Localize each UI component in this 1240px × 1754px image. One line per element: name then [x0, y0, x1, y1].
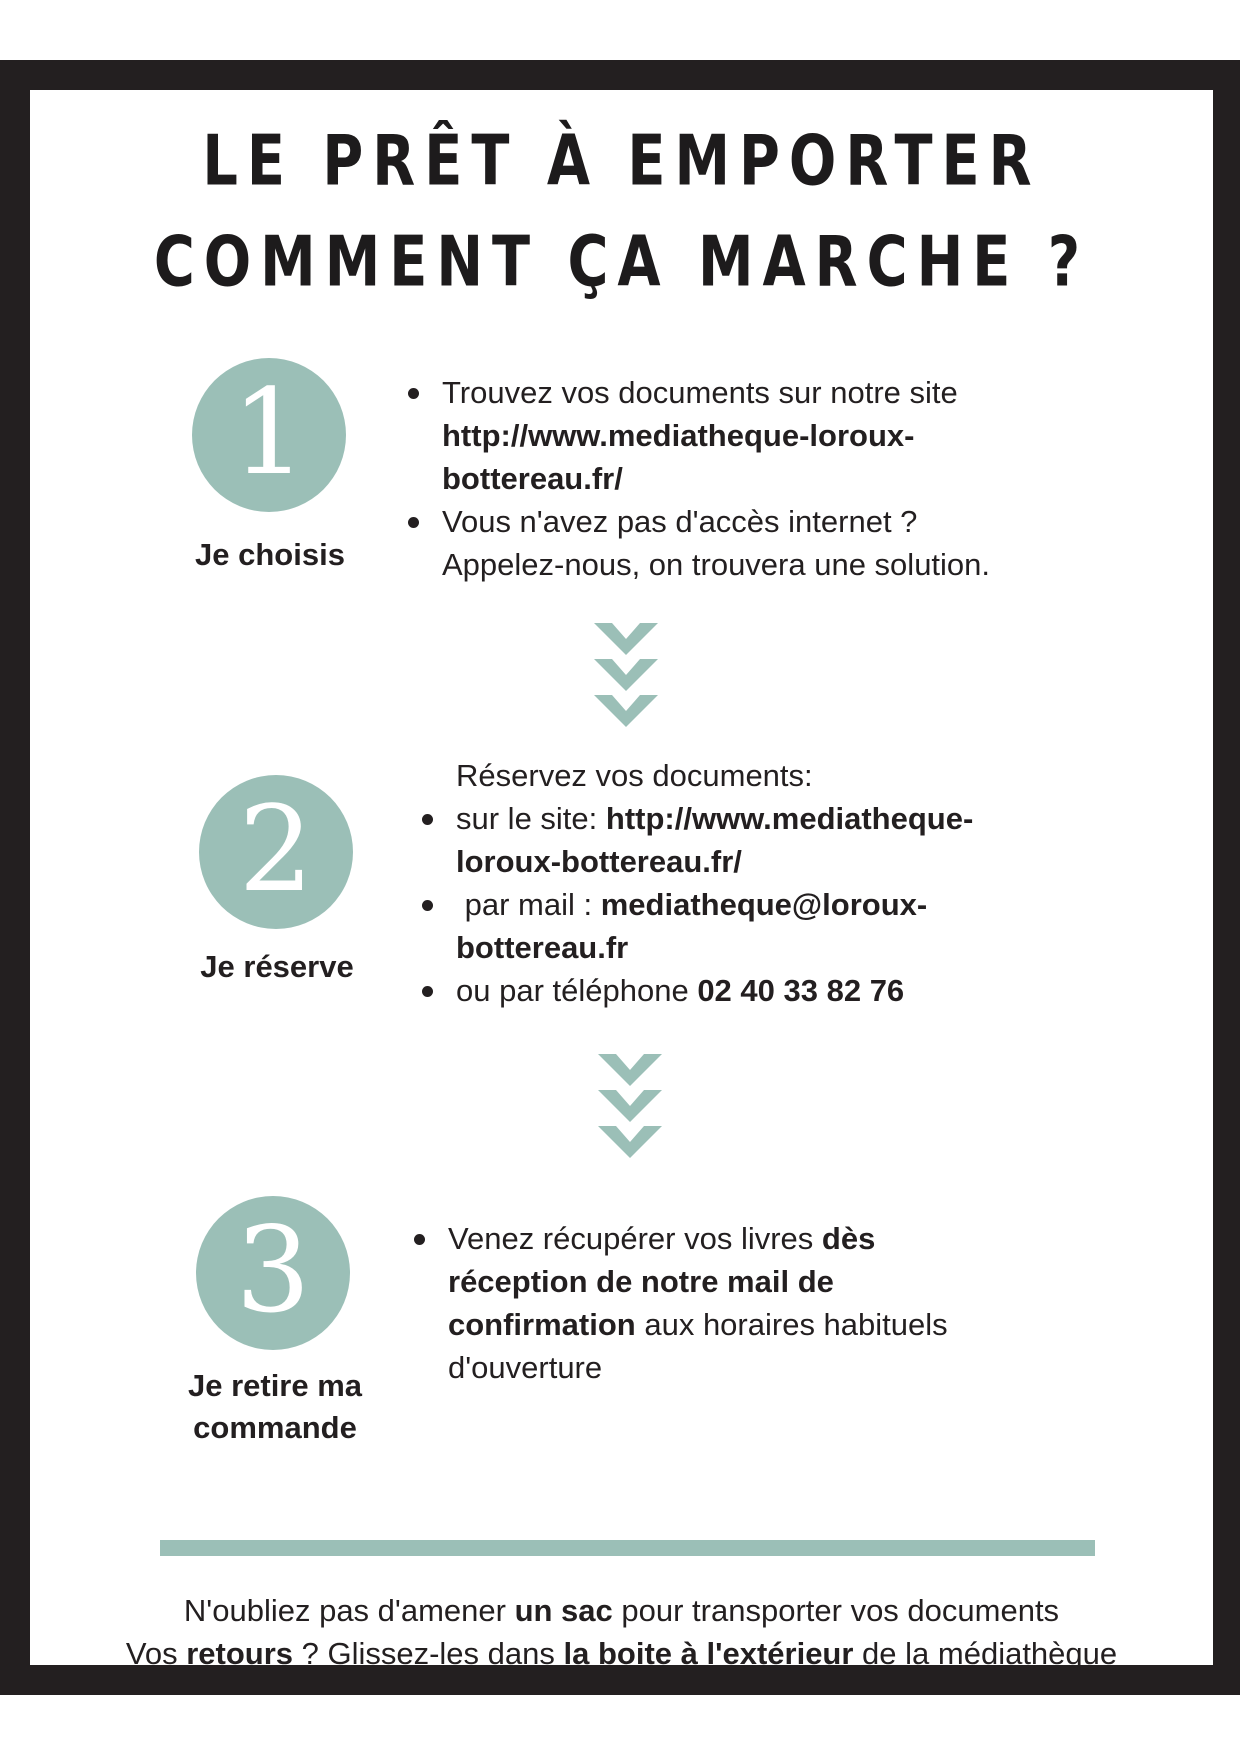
- step-3-text-pre: Venez récupérer vos livres: [448, 1221, 822, 1256]
- step-3-bold-3: confirmation: [448, 1307, 636, 1342]
- step-3-text-last: d'ouverture: [448, 1350, 603, 1385]
- step-3-number: 3: [235, 1201, 311, 1339]
- footer-1-b: un sac: [514, 1593, 613, 1628]
- poster-frame: [0, 60, 1240, 1695]
- footer-line-2: [30, 1636, 1213, 1672]
- step-3-label: [145, 1365, 405, 1449]
- footer-2-c: ? Glissez-les dans: [293, 1636, 564, 1671]
- chevron-down-icon: [598, 1054, 662, 1162]
- step-2-bullet-mail: [422, 883, 1142, 969]
- step-3-circle: [196, 1196, 350, 1350]
- step-2-bullets: [422, 797, 1142, 1012]
- step-2-label: Je réserve: [200, 949, 354, 984]
- step-3-text-post: aux horaires habituels: [635, 1307, 948, 1342]
- footer-line-1: [30, 1593, 1213, 1629]
- step-1-bullet-1: [408, 371, 1108, 500]
- footer-2-b: retours: [186, 1636, 293, 1671]
- footer-1-a: N'oubliez pas d'amener: [183, 1593, 515, 1628]
- step-2-number: 2: [238, 780, 314, 918]
- step-2-block: [422, 754, 1142, 1012]
- footer-2-a: Vos: [125, 1636, 187, 1671]
- chevron-down-icon: [594, 623, 658, 731]
- step-2-mail-link-1[interactable]: mediatheque@loroux-: [600, 887, 928, 922]
- divider: [160, 1540, 1095, 1556]
- footer-2-e: de la médiathèque: [853, 1636, 1118, 1671]
- step-3-bold-1: dès: [821, 1221, 876, 1256]
- step-2-phone-prefix: ou par téléphone: [456, 973, 698, 1008]
- step-3-label-line-2: commande: [193, 1410, 357, 1445]
- step-2-mail-link-2[interactable]: bottereau.fr: [456, 930, 629, 965]
- step-3-bold-2: réception de notre mail de: [448, 1264, 834, 1299]
- title-line-1: LE PRÊT À EMPORTER: [202, 119, 1041, 202]
- step-2-phone-number: 02 40 33 82 76: [697, 973, 905, 1008]
- step-3-label-line-1: Je retire ma: [187, 1368, 363, 1403]
- step-2-site-link-2[interactable]: loroux-bottereau.fr/: [456, 844, 742, 879]
- title-line-2: COMMENT ÇA MARCHE ?: [153, 220, 1090, 303]
- step-2-bullet-phone: [422, 969, 1142, 1012]
- step-1-number: 1: [231, 363, 307, 501]
- poster-content: [30, 90, 1213, 1671]
- step-2-circle: [199, 775, 353, 929]
- footer-1-c: pour transporter vos documents: [612, 1593, 1060, 1628]
- step-1-bullet-1-text: Trouvez vos documents sur notre site: [442, 375, 958, 410]
- footer-2-d: la boite à l'extérieur: [563, 1636, 854, 1671]
- step-1-bullet-2: [408, 500, 1108, 586]
- step-3-bullets: [414, 1217, 1114, 1389]
- step-1-circle: [192, 358, 346, 512]
- step-2-intro: Réservez vos documents:: [456, 758, 813, 793]
- step-1-site-link-1[interactable]: http://www.mediatheque-loroux-: [442, 418, 915, 453]
- step-2-site-link-1[interactable]: http://www.mediatheque-: [605, 801, 974, 836]
- step-1-site-link-2[interactable]: bottereau.fr/: [442, 461, 623, 496]
- step-3-bullet: [414, 1217, 1114, 1389]
- step-2-mail-prefix: par mail :: [456, 887, 601, 922]
- step-1-label: Je choisis: [195, 537, 345, 572]
- step-1-bullet-2-line-1: Vous n'avez pas d'accès internet ?: [442, 504, 918, 539]
- step-2-site-prefix: sur le site:: [456, 801, 606, 836]
- step-1-bullet-2-line-2: Appelez-nous, on trouvera une solution.: [442, 547, 991, 582]
- step-2-bullet-site: [422, 797, 1142, 883]
- step-1-bullets: [408, 371, 1108, 586]
